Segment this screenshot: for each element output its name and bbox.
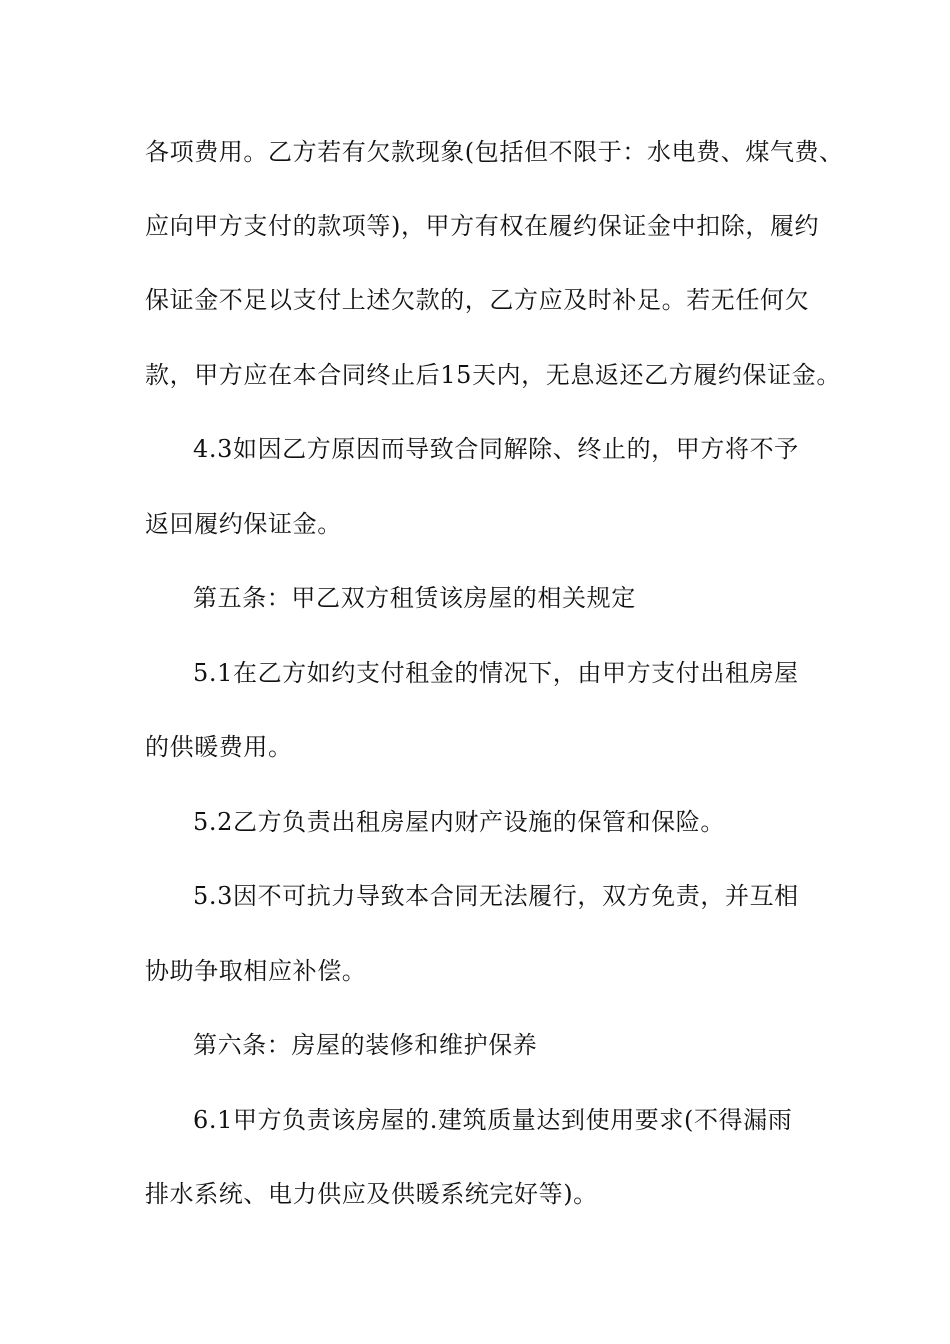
clause-5-3-line: 5.3因不可抗力导致本合同无法履行，双方免责，并互相 — [193, 882, 799, 910]
article-5-heading: 第五条：甲乙双方租赁该房屋的相关规定 — [193, 584, 636, 612]
text-line: 各项费用。乙方若有欠款现象(包括但不限于：水电费、煤气费、 — [145, 138, 844, 166]
text-line: 排水系统、电力供应及供暖系统完好等)。 — [145, 1180, 598, 1208]
text-line: 保证金不足以支付上述欠款的，乙方应及时补足。若无任何欠 — [145, 286, 810, 314]
clause-5-1-line: 5.1在乙方如约支付租金的情况下，由甲方支付出租房屋 — [193, 659, 799, 687]
text-line: 款，甲方应在本合同终止后15天内，无息返还乙方履约保证金。 — [145, 361, 841, 389]
clause-6-1-line: 6.1甲方负责该房屋的.建筑质量达到使用要求(不得漏雨 — [193, 1106, 793, 1134]
clause-5-2-line: 5.2乙方负责出租房屋内财产设施的保管和保险。 — [193, 808, 725, 836]
text-line: 返回履约保证金。 — [145, 510, 342, 538]
text-line: 协助争取相应补偿。 — [145, 957, 367, 985]
text-line: 应向甲方支付的款项等)，甲方有权在履约保证金中扣除，履约 — [145, 212, 820, 240]
text-line: 的供暖费用。 — [145, 733, 293, 761]
clause-4-3-line: 4.3如因乙方原因而导致合同解除、终止的，甲方将不予 — [193, 435, 799, 463]
article-6-heading: 第六条：房屋的装修和维护保养 — [193, 1031, 538, 1059]
